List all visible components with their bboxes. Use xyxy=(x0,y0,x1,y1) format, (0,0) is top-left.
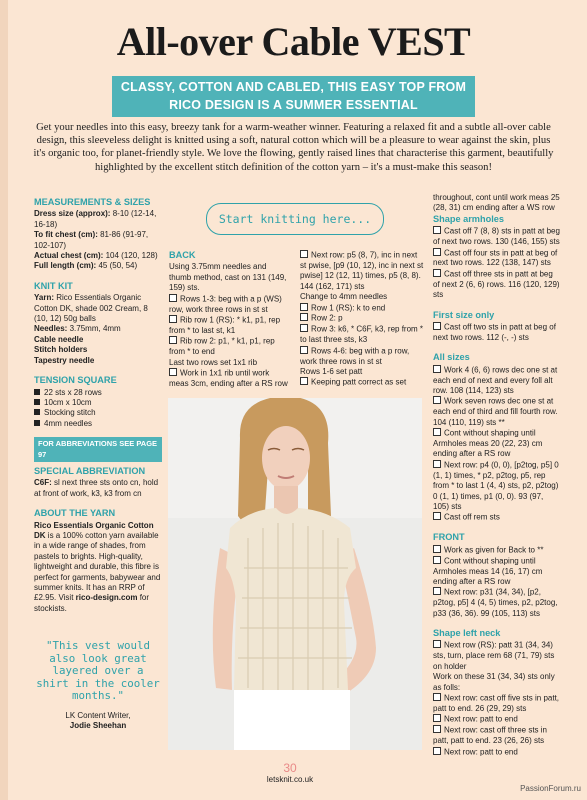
instruction-line: Work 4 (6, 6) rows dec one st at each end of next and every foll alt row. 108 (114, 123) sts xyxy=(433,365,558,395)
instruction-line: Cont without shaping until Armholes meas 14 (16, 17) cm ending after a RS row xyxy=(433,556,543,586)
tension-item: Stocking stitch xyxy=(34,408,162,418)
stitch-holders: Stitch holders xyxy=(34,345,88,355)
instruction-line: Keeping patt correct as set xyxy=(300,377,424,388)
actual-chest: Actual chest (cm): 104 (120, 128) xyxy=(34,251,158,261)
checkbox-icon[interactable] xyxy=(433,226,441,234)
dress-size: Dress size (approx): 8-10 (12-14, 16-18) xyxy=(34,209,157,229)
checkbox-icon[interactable] xyxy=(433,587,441,595)
instruction-line: Row 1 (RS): k to end xyxy=(300,303,424,314)
watermark: PassionForum.ru xyxy=(520,784,581,793)
checkbox-icon[interactable] xyxy=(169,315,177,323)
to-fit-chest: To fit chest (cm): 81-86 (91-97, 102-107) xyxy=(34,230,149,250)
instruction-line: Cast off 7 (8, 8) sts in patt at beg of next two rows. 130 (146, 155) sts xyxy=(433,226,560,247)
checkbox-icon[interactable] xyxy=(300,250,308,258)
banner-line-1: CLASSY, COTTON AND CABLED, THIS EASY TOP FROM xyxy=(120,80,467,94)
quote-author: LK Content Writer, Jodie Sheehan xyxy=(65,710,131,730)
right-intro: throughout, cont until work meas 25 (28, 31) cm ending after a WS row xyxy=(433,193,560,213)
special-abbreviation-heading: SPECIAL ABBREVIATION xyxy=(34,465,146,476)
model-photo xyxy=(168,398,422,750)
checkbox-icon[interactable] xyxy=(300,324,308,332)
checkbox-icon[interactable] xyxy=(433,248,441,256)
checkbox-icon[interactable] xyxy=(300,303,308,311)
page-number: 30 xyxy=(283,761,297,775)
instruction-line: Cast off four sts in patt at beg of next two rows. 122 (138, 147) sts xyxy=(433,248,558,268)
back-column xyxy=(169,250,290,389)
instruction-line: Rows 1-3: beg with a p (WS) row, work three rows in st st xyxy=(169,294,282,314)
yarn-spec: Yarn: Rico Essentials Organic Cotton DK, shade 002 Cream, 8 (10, 12) 50g balls xyxy=(34,293,148,324)
instruction-line: Cont without shaping until Armholes meas 20 (22, 23) cm ending after a RS row xyxy=(433,428,543,459)
page-edge xyxy=(0,0,8,800)
checkbox-icon[interactable] xyxy=(433,512,441,520)
instruction-line: Next row: p31 (34, 34), [p2, p2tog, p5] 4 (4, 5) times, p2, p2tog, p33 (36, 36). 99 (105, 113) sts xyxy=(433,587,558,618)
section-heading: Shape armholes xyxy=(433,213,504,224)
square-bullet-icon xyxy=(34,409,40,415)
checkbox-icon[interactable] xyxy=(433,396,441,404)
abbreviations-banner: FOR ABBREVIATIONS SEE PAGE 97 xyxy=(34,437,162,462)
pull-quote xyxy=(34,640,162,731)
website: letsknit.co.uk xyxy=(266,775,314,784)
instruction-line: Work on these 31 (34, 34) sts only as folls: xyxy=(433,672,555,692)
left-column xyxy=(34,197,162,614)
checkbox-icon[interactable] xyxy=(433,428,441,436)
section-heading: Shape left neck xyxy=(433,628,501,639)
knit-kit-heading: KNIT KIT xyxy=(34,280,73,291)
section-heading: First size only xyxy=(433,309,495,320)
instruction-line: Cast off rem sts xyxy=(433,512,561,523)
measurements-heading: MEASUREMENTS & SIZES xyxy=(34,197,151,207)
about-yarn-heading: ABOUT THE YARN xyxy=(34,508,116,519)
checkbox-icon[interactable] xyxy=(300,377,308,385)
special-abbreviation-text: C6F: sl next three sts onto cn, hold at front of work, k3, k3 from cn xyxy=(34,478,159,498)
start-knitting-stamp: Start knitting here... xyxy=(206,203,384,235)
instruction-line: Work as given for Back to ** xyxy=(433,545,561,556)
instruction-line: Last two rows set 1x1 rib xyxy=(169,357,258,367)
section-heading: FRONT xyxy=(433,532,465,543)
checkbox-icon[interactable] xyxy=(433,269,441,277)
instruction-line: Next row: cast off three sts in patt, patt to end. 23 (26, 26) sts xyxy=(433,725,548,746)
instruction-line: Rows 4-6: beg with a p row, work three rows in st st xyxy=(300,346,410,366)
checkbox-icon[interactable] xyxy=(433,693,441,701)
checkbox-icon[interactable] xyxy=(433,556,441,564)
square-bullet-icon xyxy=(34,420,40,426)
checkbox-icon[interactable] xyxy=(433,365,441,373)
checkbox-icon[interactable] xyxy=(433,640,441,648)
instruction-line: Next row: patt to end xyxy=(433,747,561,758)
banner-line-2: RICO DESIGN IS A SUMMER ESSENTIAL xyxy=(169,98,418,112)
quote-text: "This vest would also look great layered over a shirt in the cooler months." xyxy=(36,639,160,703)
instruction-line: Using 3.75mm needles and thumb method, cast on 131 (149, 159) sts. xyxy=(169,262,287,293)
checkbox-icon[interactable] xyxy=(169,368,177,376)
square-bullet-icon xyxy=(34,389,40,395)
instruction-line: Cast off two sts in patt at beg of next two rows. 112 (-, -) sts xyxy=(433,322,556,342)
checkbox-icon[interactable] xyxy=(300,313,308,321)
instruction-line: Next row: cast off five sts in patt, patt to end. 26 (29, 29) sts xyxy=(433,693,560,713)
instruction-line: Row 3: k6, * C6F, k3, rep from * to last three sts, k3 xyxy=(300,324,424,345)
checkbox-icon[interactable] xyxy=(433,322,441,330)
instruction-line: Work in 1x1 rib until work meas 3cm, ending after a RS row xyxy=(169,368,288,388)
tapestry-needle: Tapestry needle xyxy=(34,355,95,365)
checkbox-icon[interactable] xyxy=(433,460,441,468)
tension-item: 22 sts x 28 rows xyxy=(34,388,162,398)
tension-item: 4mm needles xyxy=(34,419,162,429)
right-column xyxy=(433,193,561,757)
instruction-line: Next row (RS): patt 31 (34, 34) sts, turn, place rem 68 (71, 79) sts on holder xyxy=(433,640,555,671)
checkbox-icon[interactable] xyxy=(433,545,441,553)
about-yarn-text: Rico Essentials Organic Cotton DK is a 100% cotton yarn available in a wide range of shades, from pastels to brights. High-quality, lightweight and durable, this fibre is perfect for garments, babywear and summer knits. It has an RRP of £2.95. Visit rico-design.com for stockists. xyxy=(34,520,161,613)
instruction-line: Work seven rows dec one st at each end of third and fill fourth row. 104 (110, 119) sts ** xyxy=(433,396,558,427)
square-bullet-icon xyxy=(34,399,40,405)
section-heading: All sizes xyxy=(433,352,470,363)
back-heading: BACK xyxy=(169,250,196,260)
checkbox-icon[interactable] xyxy=(169,336,177,344)
subtitle-banner xyxy=(112,76,475,117)
instruction-line: Cast off three sts in patt at beg of next 2 (6, 6) rows. 116 (120, 129) sts xyxy=(433,269,560,300)
instruction-line: Next row: p4 (0, 0), [p2tog, p5] 0 (1, 1) times, * p2, p2tog, p5, rep from * to last 1 (4, 4) sts, p2, p2tog) 0 (1, 1) times, p1 (0, 0). 93 (97, 105) sts xyxy=(433,460,559,511)
instruction-line: Change to 4mm needles xyxy=(300,292,388,302)
mid-column xyxy=(300,250,424,388)
checkbox-icon[interactable] xyxy=(433,747,441,755)
instruction-line: Row 2: p xyxy=(300,313,424,324)
needles-spec: Needles: 3.75mm, 4mm xyxy=(34,324,121,334)
page-title: All-over Cable VEST xyxy=(116,19,471,64)
page-footer xyxy=(260,762,320,785)
checkbox-icon[interactable] xyxy=(300,346,308,354)
model-wearing-vest-image xyxy=(168,398,422,750)
cable-needle: Cable needle xyxy=(34,334,84,344)
intro-paragraph: Get your needles into this easy, breezy tank for a warm-weather winner. Featuring a relaxed fit and a subtle all-over cable design, this sleeveless delight is knitted using a soft, natural cotton which will be a pleasure to wear against the skin, plus it's organic too, for planet-friendly style. We love the flowing, gently raised lines that characterise this garment, beautifully highlighted by the excellent stitch definition of the cotton yarn – it's a must-make this season! xyxy=(33,122,554,173)
full-length: Full length (cm): 45 (50, 54) xyxy=(34,261,138,271)
tension-heading: TENSION SQUARE xyxy=(34,375,117,386)
instruction-line: Next row: p5 (8, 7), inc in next st pwise, [p9 (10, 12), inc in next st pwise] 12 (12, 11) times, p5 (8, 8). 144 (162, 171) sts xyxy=(300,250,424,291)
instruction-line: Rows 1-6 set patt xyxy=(300,366,363,376)
instruction-line: Rib row 1 (RS): * k1, p1, rep from * to last st, k1 xyxy=(169,315,281,335)
instruction-line: Next row: patt to end xyxy=(433,714,561,725)
checkbox-icon[interactable] xyxy=(433,725,441,733)
tension-item: 10cm x 10cm xyxy=(34,398,162,408)
instruction-line: Rib row 2: p1, * k1, p1, rep from * to end xyxy=(169,336,275,357)
checkbox-icon[interactable] xyxy=(433,714,441,722)
checkbox-icon[interactable] xyxy=(169,294,177,302)
